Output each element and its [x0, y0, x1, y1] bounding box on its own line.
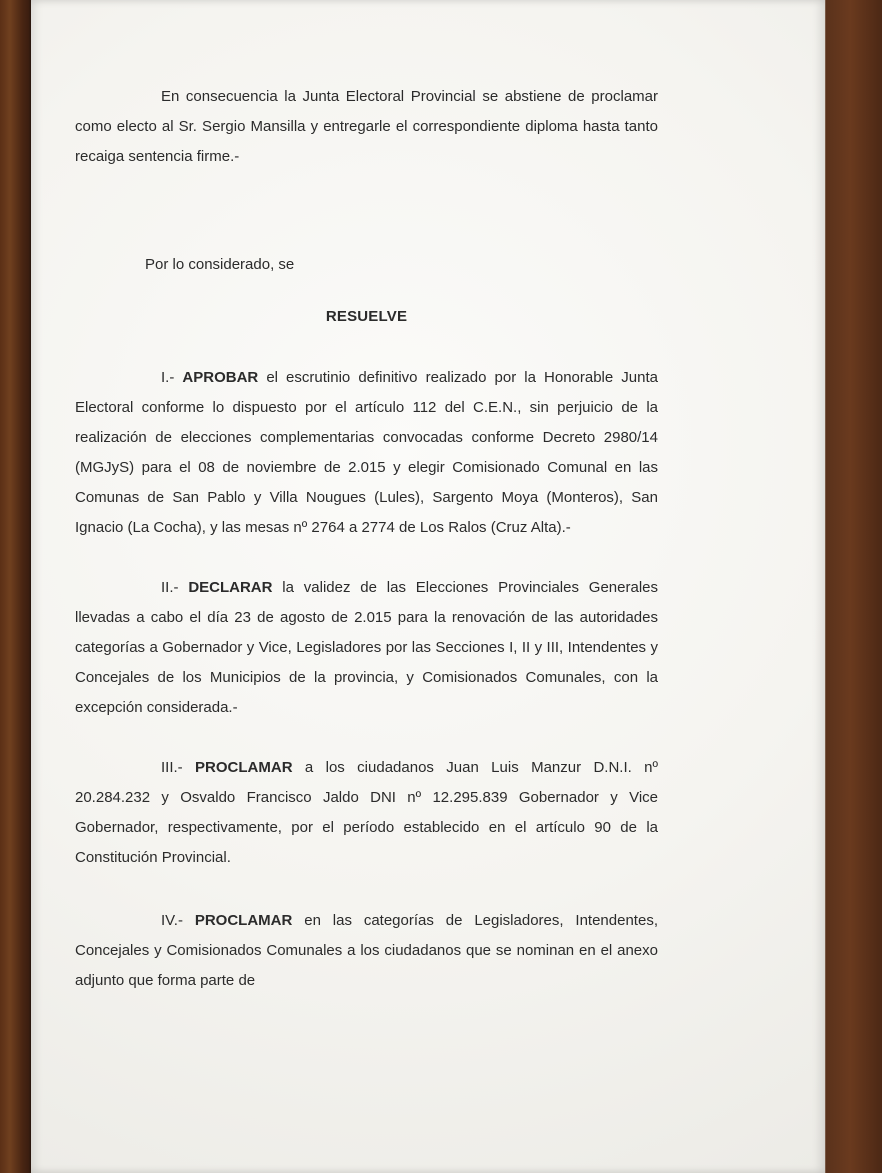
paragraph-text: En consecuencia la Junta Electoral Provincial se abstiene de proclamar como electo al Sr. Sergio Mansilla y entregarle el correspondiente diploma hasta tanto recaiga sentencia firme.- — [75, 88, 658, 165]
paragraph-approve — [75, 363, 658, 543]
action-verb: APROBAR — [182, 369, 259, 386]
paragraph-text: a los ciudadanos Juan Luis Manzur D.N.I. nº 20.284.232 y Osvaldo Francisco Jaldo DNI nº 12.295.839 Gobernador y Vice Gobernador, respectivamente, por el período establecido en el artículo 90 de la Constitución Provincial. — [75, 759, 658, 866]
action-verb: DECLARAR — [188, 579, 273, 596]
document-text — [75, 82, 658, 996]
paragraph-declare — [75, 573, 658, 723]
action-verb: PROCLAMAR — [194, 912, 293, 929]
paragraph-text: la validez de las Elecciones Provinciales Generales llevadas a cabo el día 23 de agosto de 2.015 para la renovación de las autoridades categorías a Gobernador y Vice, Legisladores por las Secciones I, II y III, Intendentes y Concejales de los Municipios de la provincia, y Comisionados Comunales, con la excepción considerada.- — [75, 579, 658, 716]
paragraph-text: en las categorías de Legisladores, Intendentes, Concejales y Comisionados Comunales a los ciudadanos que se nominan en el anexo adjunto que forma parte de — [75, 912, 658, 989]
paragraph-proclaim-categories — [75, 906, 658, 996]
roman-numeral-label: IV.- — [161, 912, 195, 929]
roman-numeral-label: II.- — [161, 579, 189, 596]
paragraph-text: Por lo considerado, se — [145, 256, 295, 273]
roman-numeral-label: I.- — [161, 369, 183, 386]
paragraph-consequence — [75, 82, 658, 172]
paragraph-proclaim-governor — [75, 753, 658, 873]
action-verb: PROCLAMAR — [195, 759, 293, 776]
paper-sheet — [31, 0, 825, 1173]
roman-numeral-label: III.- — [161, 759, 196, 776]
paragraph-text: el escrutinio definitivo realizado por la Honorable Junta Electoral conforme lo dispuesto por el artículo 112 del C.E.N., sin perjuicio de la realización de elecciones complementarias convocadas conforme Decreto 2980/14 (MGJyS) para el 08 de noviembre de 2.015 y elegir Comisionado Comunal en las Comunas de San Pablo y Villa Nougues (Lules), Sargento Moya (Monteros), San Ignacio (La Cocha), y las mesas nº 2764 a 2774 de Los Ralos (Cruz Alta).- — [75, 369, 658, 536]
paragraph-considered — [75, 250, 658, 280]
resolution-heading: RESUELVE — [325, 308, 408, 325]
